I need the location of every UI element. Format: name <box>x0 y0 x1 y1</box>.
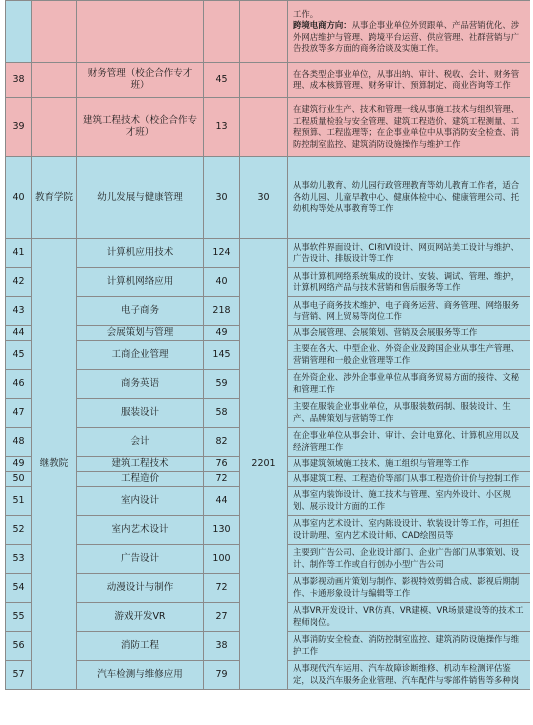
description-cell: 在外资企业、涉外企事业单位从事商务贸易方面的接待、文秘和管理工作 <box>288 369 531 398</box>
description-cell: 从事建筑领域施工技术、施工组织与管理等工作 <box>288 456 531 471</box>
description-cell: 主要在各大、中型企业、外资企业及跨国企业从事生产管理、营销管理和一般企业管理等工作 <box>288 340 531 369</box>
description-cell: 从事计算机网络系统集成的设计、安装、调试、管理、维护，计算机网络产品与技术营销和售后服务等工作 <box>288 268 531 297</box>
major-cell: 建筑工程技术 <box>77 456 204 471</box>
count-cell: 100 <box>204 544 240 573</box>
row-number-cell <box>6 1 32 63</box>
major-cell: 广告设计 <box>77 544 204 573</box>
count-cell: 13 <box>204 98 240 157</box>
description-cell: 从事建筑工程、工程造价等部门从事工程造价计价与控制工作 <box>288 471 531 486</box>
count-cell: 218 <box>204 297 240 326</box>
major-cell: 消防工程 <box>77 631 204 660</box>
row-number-cell: 44 <box>6 326 32 341</box>
college-cell <box>32 63 77 98</box>
count-cell: 58 <box>204 398 240 427</box>
row-number-cell: 50 <box>6 471 32 486</box>
total-cell <box>240 1 288 63</box>
row-number-cell: 54 <box>6 573 32 602</box>
major-cell: 会计 <box>77 427 204 456</box>
college-cell <box>32 1 77 63</box>
count-cell: 124 <box>204 239 240 268</box>
count-cell: 72 <box>204 573 240 602</box>
description-cell: 在各类型企事业单位，从事出纳、审计、税收、会计、财务管理、成本核算管理、财务审计、预算制定、商业咨询等工作 <box>288 63 531 98</box>
row-number-cell: 39 <box>6 98 32 157</box>
description-cell: 从事会展管理、会展策划、营销及会展服务等工作 <box>288 326 531 341</box>
major-cell: 计算机网络应用 <box>77 268 204 297</box>
table-row <box>6 98 531 157</box>
enrollment-table-sheet <box>5 0 530 725</box>
total-cell: 30 <box>240 157 288 239</box>
row-number-cell: 53 <box>6 544 32 573</box>
description-line: 工作。 <box>293 8 319 19</box>
description-cell: 从事电子商务技术维护、电子商务运营、商务管理、网络服务与营销、网上贸易等岗位工作 <box>288 297 531 326</box>
count-cell: 49 <box>204 326 240 341</box>
table-row <box>6 63 531 98</box>
major-cell: 工程造价 <box>77 471 204 486</box>
count-cell: 40 <box>204 268 240 297</box>
row-number-cell: 49 <box>6 456 32 471</box>
row-number-cell: 42 <box>6 268 32 297</box>
count-cell: 59 <box>204 369 240 398</box>
description-cell: 从事室内装饰设计、施工技术与管理、室内外设计、小区规划、展示设计方面的工作 <box>288 486 531 515</box>
major-cell: 服装设计 <box>77 398 204 427</box>
row-number-cell: 51 <box>6 486 32 515</box>
count-cell: 30 <box>204 157 240 239</box>
description-cell: 主要到广告公司、企业设计部门、企业广告部门从事策划、设计、制作等工作或自行创办小型广告公司 <box>288 544 531 573</box>
count-cell: 130 <box>204 515 240 544</box>
row-number-cell: 45 <box>6 340 32 369</box>
description-cell: 从事VR开发设计、VR仿真、VR建模、VR场景建设等的技术工程师岗位。 <box>288 602 531 631</box>
row-number-cell: 47 <box>6 398 32 427</box>
description-cell: 在企事业单位从事会计、审计、会计电算化、计算机应用以及经济管理工作 <box>288 427 531 456</box>
row-number-cell: 40 <box>6 157 32 239</box>
description-cell: 从事现代汽车运用、汽车故障诊断维修、机动车检测评估鉴定，以及汽车服务企业管理、汽车配件与零部件销售等多种岗 <box>288 660 531 689</box>
count-cell: 82 <box>204 427 240 456</box>
major-cell: 会展策划与管理 <box>77 326 204 341</box>
count-cell: 72 <box>204 471 240 486</box>
description-cell: 从事室内艺术设计、室内陈设设计、软装设计等工作，可担任设计助理、室内艺术设计师、CAD绘图员等 <box>288 515 531 544</box>
row-number-cell: 38 <box>6 63 32 98</box>
major-cell: 室内设计 <box>77 486 204 515</box>
row-number-cell: 57 <box>6 660 32 689</box>
college-cell: 继教院 <box>32 239 77 690</box>
row-number-cell: 46 <box>6 369 32 398</box>
count-cell: 45 <box>204 63 240 98</box>
majors-table <box>5 0 530 690</box>
description-cell: 从事影视动画片策划与制作、影视特效剪辑合成、影视后期制作、卡通形象设计与编辑等工作 <box>288 573 531 602</box>
row-number-cell: 52 <box>6 515 32 544</box>
count-cell <box>204 1 240 63</box>
count-cell: 145 <box>204 340 240 369</box>
major-cell: 计算机应用技术 <box>77 239 204 268</box>
row-number-cell: 48 <box>6 427 32 456</box>
highlight-label: 跨境电商方向： <box>293 20 352 30</box>
row-number-cell: 56 <box>6 631 32 660</box>
major-cell: 汽车检测与维修应用 <box>77 660 204 689</box>
row-number-cell: 55 <box>6 602 32 631</box>
description-cell: 主要在服装企业事业单位，从事服装数码制、服装设计、生产、品牌策划与营销等工作 <box>288 398 531 427</box>
total-cell <box>240 63 288 98</box>
major-cell: 动漫设计与制作 <box>77 573 204 602</box>
description-cell <box>288 1 531 63</box>
major-cell: 电子商务 <box>77 297 204 326</box>
major-cell <box>77 1 204 63</box>
college-cell <box>32 98 77 157</box>
count-cell: 44 <box>204 486 240 515</box>
major-cell: 工商企业管理 <box>77 340 204 369</box>
major-cell: 建筑工程技术（校企合作专才班） <box>77 98 204 157</box>
major-cell: 游戏开发VR <box>77 602 204 631</box>
total-cell <box>240 98 288 157</box>
table-row <box>6 239 531 268</box>
major-cell: 幼儿发展与健康管理 <box>77 157 204 239</box>
college-cell: 教育学院 <box>32 157 77 239</box>
count-cell: 38 <box>204 631 240 660</box>
description-cell: 从事幼儿教育、幼儿园行政管理教育等幼儿教育工作者，适合各幼儿园、儿童早教中心、健康体检中心、健康管理公司、托幼机构等处从事教育等工作 <box>288 157 531 239</box>
description-cell: 从事消防安全检查、消防控制室监控、建筑消防设施操作与维护工作 <box>288 631 531 660</box>
highlight-text: 从事企事业单位外贸跟单、产品营销优化、涉外网店维护与管理、跨境平台运营、供应管理、社群营销与广告投放等多方面的商务洽谈及实施工作。 <box>293 20 520 53</box>
total-cell: 2201 <box>240 239 288 690</box>
table-row <box>6 157 531 239</box>
row-number-cell: 41 <box>6 239 32 268</box>
major-cell: 室内艺术设计 <box>77 515 204 544</box>
table-row <box>6 1 531 63</box>
major-cell: 商务英语 <box>77 369 204 398</box>
count-cell: 79 <box>204 660 240 689</box>
row-number-cell: 43 <box>6 297 32 326</box>
major-cell: 财务管理（校企合作专才班） <box>77 63 204 98</box>
description-cell: 在建筑行业生产、技术和管理一线从事施工技术与组织管理、工程质量检验与安全管理、建筑工程造价、建筑工程测量、工程预算、工程监理等；在企事业单位中从事消防安全检查、消防控制室监控、建筑消防设施操作与维护工作 <box>288 98 531 157</box>
description-cell: 从事软件界面设计、CI和VI设计、网页网站美工设计与维护、广告设计、排版设计等工作 <box>288 239 531 268</box>
count-cell: 76 <box>204 456 240 471</box>
count-cell: 27 <box>204 602 240 631</box>
